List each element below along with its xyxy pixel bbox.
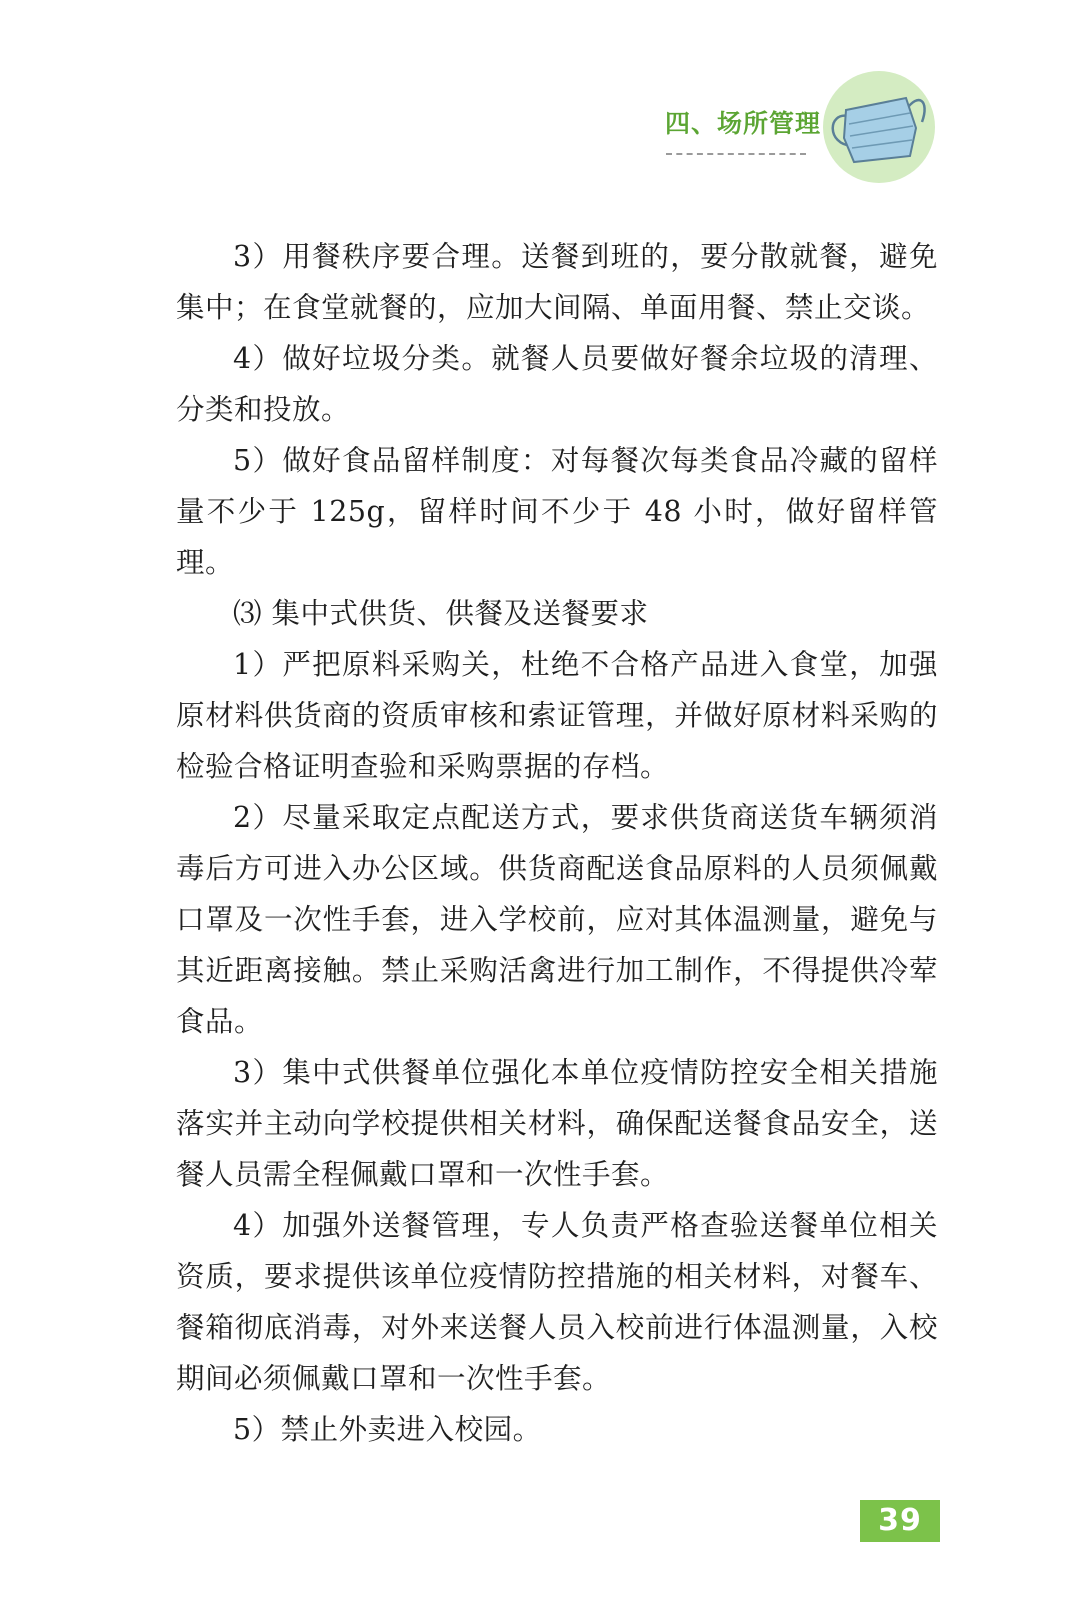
subsection-heading: ⑶ 集中式供货、供餐及送餐要求 [233, 597, 649, 630]
paragraph-food-sampling: 5）做好食品留样制度：对每餐次每类食品冷藏的留样量不少于 125g，留样时间不少于 48 小时，做好留样管理。 [176, 444, 938, 579]
page-body [176, 231, 938, 1455]
paragraph-no-takeout: 5）禁止外卖进入校园。 [233, 1413, 542, 1446]
title-divider [666, 153, 806, 155]
section-title: 四、场所管理 [665, 109, 822, 138]
paragraph-delivery: 2）尽量采取定点配送方式，要求供货商送货车辆须消毒后方可进入办公区域。供货商配送食品原料的人员须佩戴口罩及一次性手套，进入学校前，应对其体温测量，避免与其近距离接触。禁止采购活禽进行加工制作，不得提供冷荤食品。 [176, 801, 938, 1038]
page-header [0, 0, 1080, 190]
page-number: 39 [860, 1500, 940, 1542]
paragraph-outside-meals: 4）加强外送餐管理，专人负责严格查验送餐单位相关资质，要求提供该单位疫情防控措施的相关材料，对餐车、餐箱彻底消毒，对外来送餐人员入校前进行体温测量，入校期间必须佩戴口罩和一次性手套。 [176, 1209, 938, 1395]
paragraph-procurement: 1）严把原料采购关，杜绝不合格产品进入食堂，加强原材料供货商的资质审核和索证管理，并做好原材料采购的检验合格证明查验和采购票据的存档。 [176, 648, 938, 783]
paragraph-dining-order: 3）用餐秩序要合理。送餐到班的，要分散就餐，避免集中；在食堂就餐的，应加大间隔、单面用餐、禁止交谈。 [176, 240, 938, 324]
paragraph-garbage-sorting: 4）做好垃圾分类。就餐人员要做好餐余垃圾的清理、分类和投放。 [176, 342, 938, 426]
face-mask-icon [822, 70, 936, 184]
paragraph-catering-units: 3）集中式供餐单位强化本单位疫情防控安全相关措施落实并主动向学校提供相关材料，确保配送餐食品安全，送餐人员需全程佩戴口罩和一次性手套。 [176, 1056, 938, 1191]
